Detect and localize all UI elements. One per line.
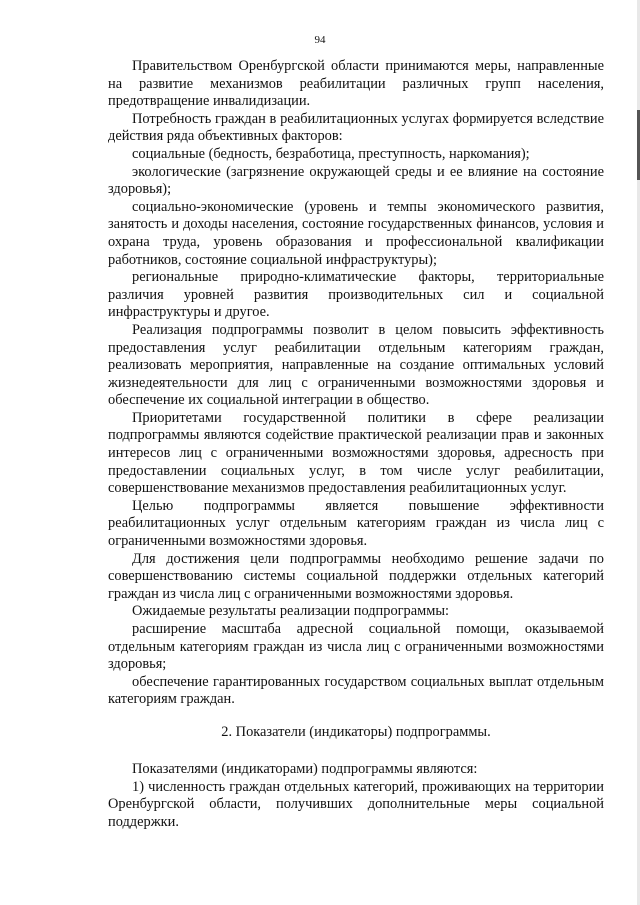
paragraph-goal: Целью подпрограммы является повышение эффективности реабилитационных услуг отдельным категориям граждан из числа лиц с ограниченными возможностями здоровья. [108,497,604,550]
list-item-targeted-assistance: расширение масштаба адресной социальной помощи, оказываемой отдельным категориям граждан из числа лиц с ограниченными возможностями здоровья; [108,621,604,673]
list-item-regional: региональные природно-климатические факторы, территориальные различия уровней развития производительных сил и социальной инфраструктуры и другое. [108,269,604,321]
list-item-guaranteed-payments: обеспечение гарантированных государством социальных выплат отдельным категориям граждан. [108,673,604,708]
paragraph-need-factors: Потребность граждан в реабилитационных услугах формируется вследствие действия ряда объективных факторов: [108,110,604,145]
list-item-social: социальные (бедность, безработица, преступность, наркомания); [132,145,530,162]
paragraph-expected-results: Ожидаемые результаты реализации подпрограммы: [132,603,450,620]
list-item-ecological: экологические (загрязнение окружающей среды и ее влияние на состояние здоровья); [108,163,604,198]
paragraph-priorities: Приоритетами государственной политики в сфере реализации подпрограммы являются содействие практической реализации прав и законных интересов лиц с ограниченными возможностями здоровья, адресность при предоставлении социальных услуг, в том числе услуг реабилитации, совершенствование механизмов предоставления реабилитационных услуг. [108,409,604,497]
paragraph-task: Для достижения цели подпрограммы необходимо решение задачи по совершенствованию системы социальной поддержки отдельных категорий граждан из числа лиц с ограниченными возможностями здоровья. [108,550,604,602]
paragraph-indicator-1: 1) численность граждан отдельных категорий, проживающих на территории Оренбургской области, получивших дополнительные меры социальной поддержки. [108,778,604,830]
paragraph-indicators-intro: Показателями (индикаторами) подпрограммы являются: [132,761,478,777]
paragraph-implementation: Реализация подпрограммы позволит в целом повысить эффективность предоставления услуг реабилитации отдельным категориям граждан, реализовать мероприятия, направленные на создание оптимальных условий жизнедеятельности для лиц с ограниченными возможностями здоровья и обеспечение их социальной интеграции в общество. [108,321,604,409]
page-number: 94 [314,34,326,46]
main-text [108,58,604,709]
section-indicators-text [108,761,604,831]
list-item-socio-economic: социально-экономические (уровень и темпы экономического развития, занятость и доходы населения, состояние государственных финансов, условия и охрана труда, уровень образования и профессиональной квалификации работников, состояние социальной инфраструктуры); [108,198,604,268]
section-heading-indicators: 2. Показатели (индикаторы) подпрограммы. [221,724,491,740]
paragraph-measures: Правительством Оренбургской области принимаются меры, направленные на развитие механизмов реабилитации различных групп населения, предотвращение инвалидизации. [108,58,604,110]
